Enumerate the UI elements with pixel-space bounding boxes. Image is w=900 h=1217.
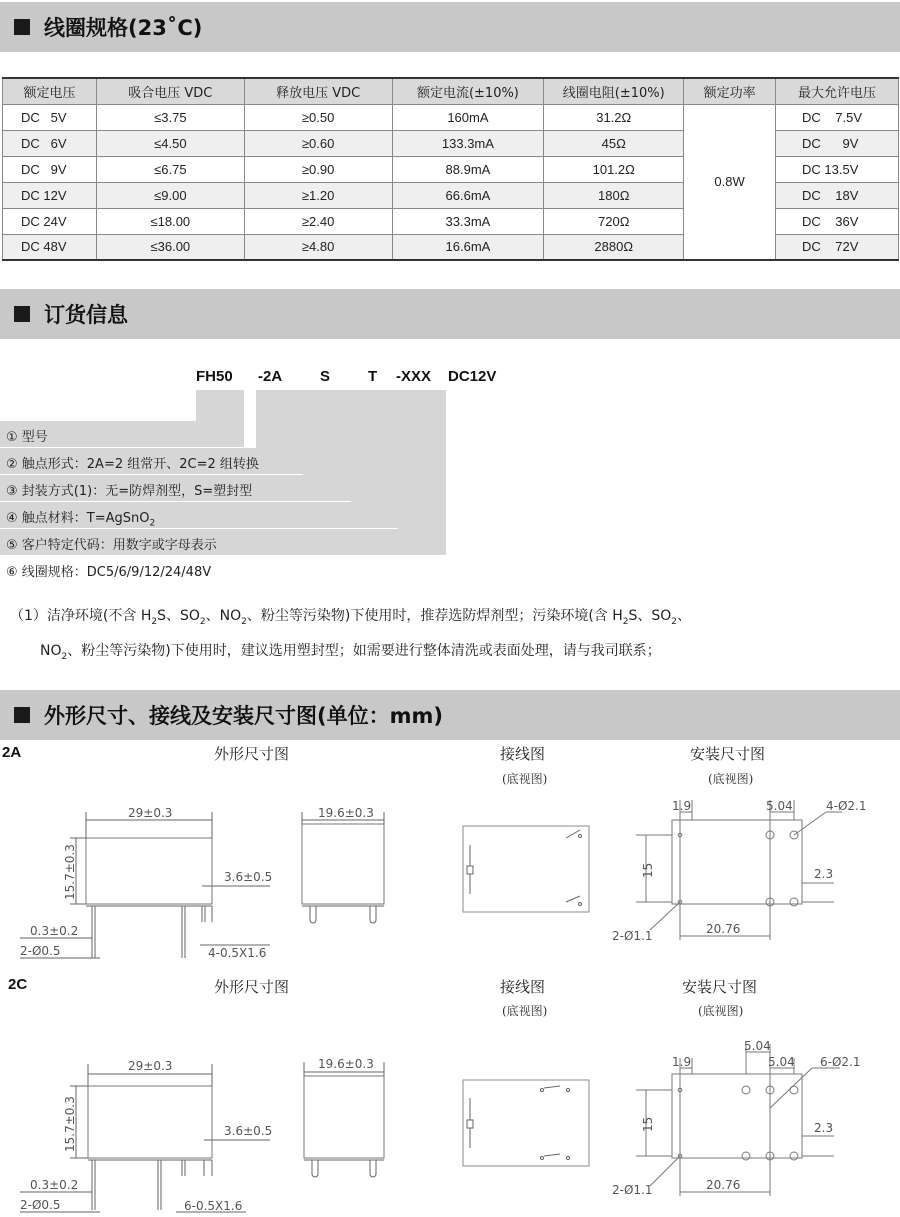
cell-pickup: ≤9.00 <box>96 182 244 208</box>
cell-rated-voltage: DC 24V <box>3 208 97 234</box>
dim-gap: 0.3±0.2 <box>30 924 79 938</box>
cell-pickup: ≤36.00 <box>96 234 244 260</box>
cell-pickup: ≤3.75 <box>96 104 244 130</box>
subscript: 2 <box>199 616 206 627</box>
dim-holes: 6-Ø2.1 <box>820 1055 861 1069</box>
order-code-model: FH50 <box>196 368 233 385</box>
dim-gap: 0.3±0.2 <box>30 1178 79 1192</box>
mounting-diagram-2a <box>636 800 842 940</box>
mounting-title-2a: 安装尺寸图 <box>690 745 766 763</box>
order-code-material: T <box>368 368 378 385</box>
header-cell: 额定功率 <box>684 78 776 104</box>
order-item-coil: ⑥ 线圈规格：DC5/6/9/12/24/48V <box>6 565 212 580</box>
cell-pickup: ≤6.75 <box>96 156 244 182</box>
header-cell: 吸合电压 VDC <box>96 78 244 104</box>
dim-pins: 6-0.5X1.6 <box>184 1199 243 1213</box>
dim-h11: 2-Ø1.1 <box>612 1183 653 1197</box>
dim-width: 19.6±0.3 <box>318 806 374 820</box>
cell-rated-power: 0.8W <box>684 104 776 260</box>
dim-p504: 5.04 <box>766 799 793 813</box>
cell-max-voltage: DC 36V <box>776 208 899 234</box>
outline-title-2c: 外形尺寸图 <box>214 978 290 996</box>
order-item-model: ① 型号 <box>6 430 48 445</box>
order-item-material-text: ④ 触点材料：T=AgSnO <box>6 511 150 526</box>
order-item-custom: ⑤ 客户特定代码：用数字或字母表示 <box>6 538 217 553</box>
dim-pinlen: 3.6±0.5 <box>224 870 273 884</box>
note-text: （1）洁净环境(不含 H <box>10 608 152 624</box>
cell-rated-voltage: DC 6V <box>3 130 97 156</box>
dim-pins: 4-0.5X1.6 <box>208 946 267 960</box>
order-code-coil: DC12V <box>448 368 497 385</box>
cell-current: 160mA <box>392 104 544 130</box>
cell-resistance: 101.2Ω <box>544 156 684 182</box>
cell-release: ≥2.40 <box>244 208 392 234</box>
wiring-title-2c: 接线图 <box>500 978 546 996</box>
dim-h15: 15 <box>641 1116 655 1132</box>
dim-length: 29±0.3 <box>128 1059 173 1073</box>
dim-h23: 2.3 <box>814 867 834 881</box>
order-item-contact: ② 触点形式：2A=2 组常开、2C=2 组转换 <box>6 457 259 472</box>
cell-max-voltage: DC 18V <box>776 182 899 208</box>
header-cell: 额定电流(±10%) <box>392 78 544 104</box>
cell-resistance: 31.2Ω <box>544 104 684 130</box>
cell-release: ≥1.20 <box>244 182 392 208</box>
note-text: 、粉尘等污染物)下使用时，推荐选防焊剂型；污染环境(含 H <box>246 608 623 624</box>
dim-w2076: 20.76 <box>706 922 741 936</box>
cell-current: 33.3mA <box>392 208 544 234</box>
order-item-seal: ③ 封装方式(1)：无=防焊剂型，S=塑封型 <box>6 484 253 499</box>
dim-h11: 2-Ø1.1 <box>612 929 653 943</box>
cell-pickup: ≤18.00 <box>96 208 244 234</box>
mounting-title-2c: 安装尺寸图 <box>682 978 758 996</box>
outline-title-2a: 外形尺寸图 <box>214 745 290 763</box>
dim-p504b: 5.04 <box>768 1055 795 1069</box>
cell-rated-voltage: DC 9V <box>3 156 97 182</box>
note-text: S、SO <box>628 608 672 624</box>
cell-max-voltage: DC 72V <box>776 234 899 260</box>
cell-max-voltage: DC 9V <box>776 130 899 156</box>
dim-pin: 2-Ø0.5 <box>20 1198 61 1212</box>
wiring-diagram-2a <box>463 826 589 912</box>
wiring-diagram-2c <box>463 1080 589 1166</box>
dim-w2076: 20.76 <box>706 1178 741 1192</box>
cell-pickup: ≤4.50 <box>96 130 244 156</box>
order-code-contact: -2A <box>258 368 283 385</box>
mounting-diagram-2c <box>636 1044 840 1196</box>
note-text: 、 <box>677 608 692 624</box>
cell-max-voltage: DC 13.5V <box>776 156 899 182</box>
cell-current: 88.9mA <box>392 156 544 182</box>
note-text: S、SO <box>157 608 200 624</box>
cell-resistance: 45Ω <box>544 130 684 156</box>
cell-resistance: 720Ω <box>544 208 684 234</box>
subscript: 2 <box>671 616 678 627</box>
variant-2c-label: 2C <box>8 976 28 993</box>
subscript: 2 <box>241 616 247 627</box>
dim-h15: 15 <box>641 862 655 878</box>
dim-height: 15.7±0.3 <box>63 844 77 900</box>
cell-current: 66.6mA <box>392 182 544 208</box>
dim-p504a: 5.04 <box>744 1039 771 1053</box>
cell-current: 133.3mA <box>392 130 544 156</box>
outline-end-2c <box>304 1062 384 1177</box>
subscript: 2 <box>622 616 629 627</box>
cell-release: ≥4.80 <box>244 234 392 260</box>
note-text: NO <box>40 643 62 659</box>
cell-resistance: 2880Ω <box>544 234 684 260</box>
bottom-view-label: (底视图) <box>502 772 548 786</box>
dim-h23: 2.3 <box>814 1121 834 1135</box>
cell-release: ≥0.90 <box>244 156 392 182</box>
header-cell: 线圈电阻(±10%) <box>544 78 684 104</box>
bottom-view-label: (底视图) <box>502 1004 548 1018</box>
cell-current: 16.6mA <box>392 234 544 260</box>
dim-holes: 4-Ø2.1 <box>826 799 867 813</box>
section-title: 外形尺寸、接线及安装尺寸图(单位：mm) <box>44 704 443 728</box>
header-cell: 释放电压 VDC <box>244 78 392 104</box>
header-cell: 额定电压 <box>3 78 97 104</box>
dim-p19: 1.9 <box>672 1055 692 1069</box>
cell-max-voltage: DC 7.5V <box>776 104 899 130</box>
subscript: 2 <box>151 616 158 627</box>
note-text: 、NO <box>205 608 242 624</box>
dim-pin: 2-Ø0.5 <box>20 944 61 958</box>
variant-2a-label: 2A <box>2 744 22 761</box>
section-title: 订货信息 <box>44 303 128 327</box>
order-code-custom: -XXX <box>396 368 432 385</box>
dim-length: 29±0.3 <box>128 806 173 820</box>
cell-rated-voltage: DC 48V <box>3 234 97 260</box>
subscript: 2 <box>149 518 156 529</box>
cell-release: ≥0.50 <box>244 104 392 130</box>
cell-resistance: 180Ω <box>544 182 684 208</box>
header-cell: 最大允许电压 <box>776 78 899 104</box>
cell-rated-voltage: DC 12V <box>3 182 97 208</box>
subscript: 2 <box>61 651 68 662</box>
dim-width: 19.6±0.3 <box>318 1057 374 1071</box>
cell-rated-voltage: DC 5V <box>3 104 97 130</box>
bottom-view-label: (底视图) <box>698 1004 744 1018</box>
outline-end-2a <box>302 812 384 923</box>
bottom-view-label: (底视图) <box>708 772 754 786</box>
cell-release: ≥0.60 <box>244 130 392 156</box>
section-title: 线圈规格(23˚C) <box>44 16 203 40</box>
dim-height: 15.7±0.3 <box>63 1096 77 1152</box>
dim-pinlen: 3.6±0.5 <box>224 1124 273 1138</box>
note-text: 、粉尘等污染物)下使用时，建议选用塑封型；如需要进行整体清洗或表面处理，请与我司联系； <box>67 643 661 659</box>
order-code-seal: S <box>320 368 331 385</box>
wiring-title-2a: 接线图 <box>500 745 546 763</box>
dim-p19: 1.9 <box>672 799 692 813</box>
